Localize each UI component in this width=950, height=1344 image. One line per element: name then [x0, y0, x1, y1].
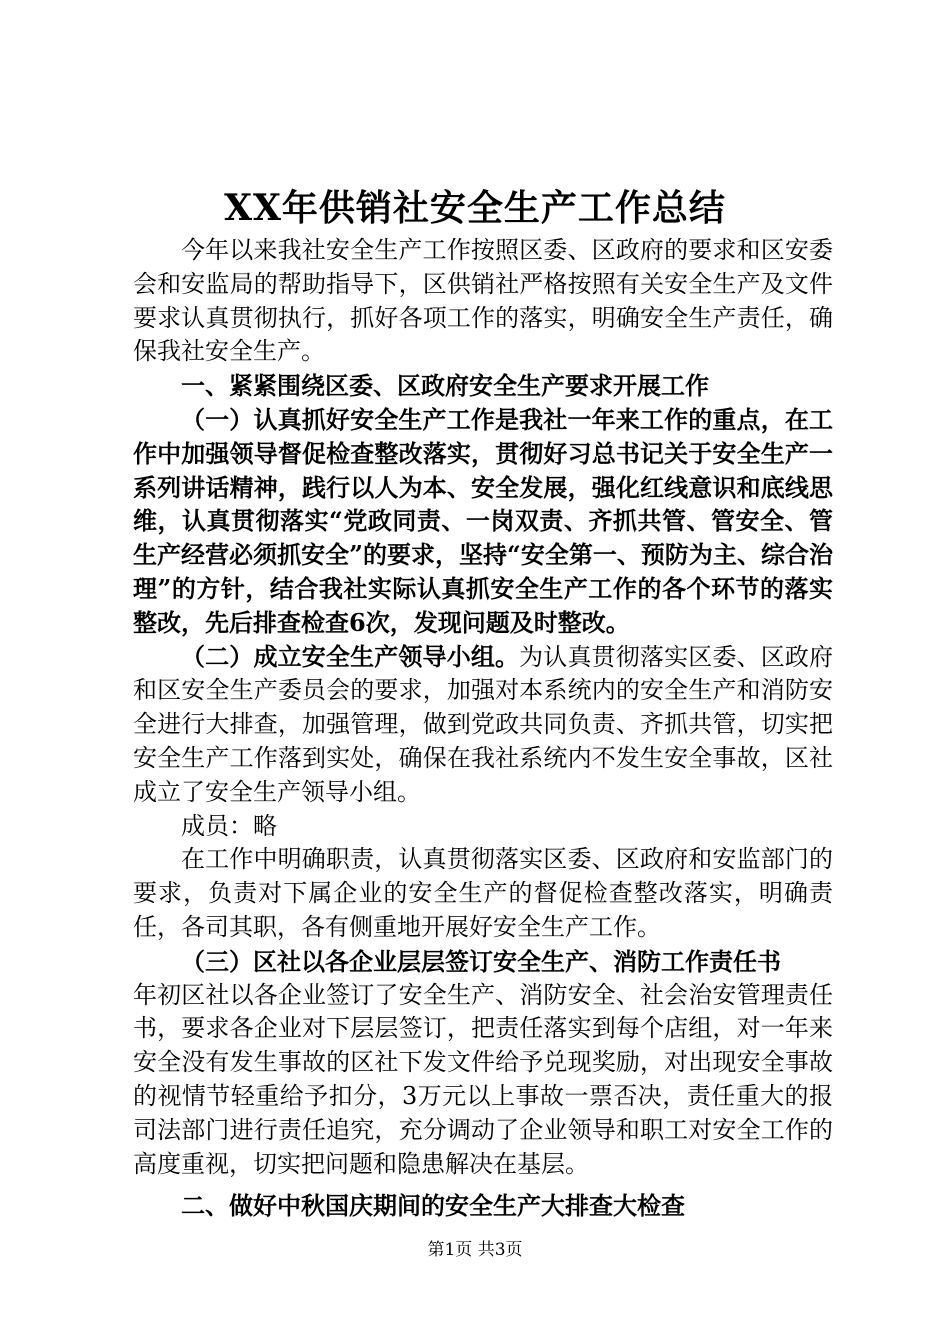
subsection2-paragraph [133, 640, 833, 810]
duties-paragraph: 在工作中明确职责，认真贯彻落实区委、区政府和安监部门的要求，负责对下属企业的安全生产的督促检查整改落实，明确责任，各司其职，各有侧重地开展好安全生产工作。 [133, 845, 833, 941]
subsection2-text: 为认真贯彻落实区委、区政府和区安全生产委员会的要求，加强对本系统内的安全生产和消防安全进行大排查，加强管理，做到党政共同负责、齐抓共管，切实把安全生产工作落到实处，确保在我社系统内不发生安全事故，区社成立了安全生产领导小组。 [133, 642, 834, 806]
subsection1-paragraph: （一）认真抓好安全生产工作是我社一年来工作的重点，在工作中加强领导督促检查整改落实，贯彻好习总书记关于安全生产一系列讲话精神，践行以人为本、安全发展，强化红线意识和底线思维，认真贯彻落实“党政同责、一岗双责、齐抓共管、管安全、管生产经营必须抓安全”的要求，坚持“安全第一、预防为主、综合治理”的方针，结合我社实际认真抓安全生产工作的各个环节的落实整改，先后排查检查6次，发现问题及时整改。 [133, 404, 833, 637]
intro-paragraph: 今年以来我社安全生产工作按照区委、区政府的要求和区安委会和安监局的帮助指导下，区供销社严格按照有关安全生产及文件要求认真贯彻执行，抓好各项工作的落实，明确安全生产责任，确保我社安全生产。 [133, 236, 833, 366]
section2-heading: 二、做好中秋国庆期间的安全生产大排查大检查 [181, 1191, 685, 1221]
subsection3-heading: （三）区社以各企业层层签订安全生产、消防工作责任书 [181, 946, 781, 976]
section1-heading: 一、紧紧围绕区委、区政府安全生产要求开展工作 [181, 371, 709, 401]
document-body [133, 234, 833, 1223]
members-line: 成员：略 [181, 811, 277, 840]
subsection3-paragraph: 年初区社以各企业签订了安全生产、消防安全、社会治安管理责任书，要求各企业对下层层签订，把责任落实到每个店组，对一年来安全没有发生事故的区社下发文件给予兑现奖励，对出现安全事故的视情节轻重给予扣分，3万元以上事故一票否决，责任重大的报司法部门进行责任追究，充分调动了企业领导和职工对安全工作的高度重视，切实把问题和隐患解决在基层。 [133, 980, 833, 1178]
document-title: XX年供销社安全生产工作总结 [224, 187, 726, 229]
subsection2-heading: （二）成立安全生产领导小组。 [181, 641, 520, 671]
page-number-footer: 第1页 共3页 [427, 1240, 523, 1260]
